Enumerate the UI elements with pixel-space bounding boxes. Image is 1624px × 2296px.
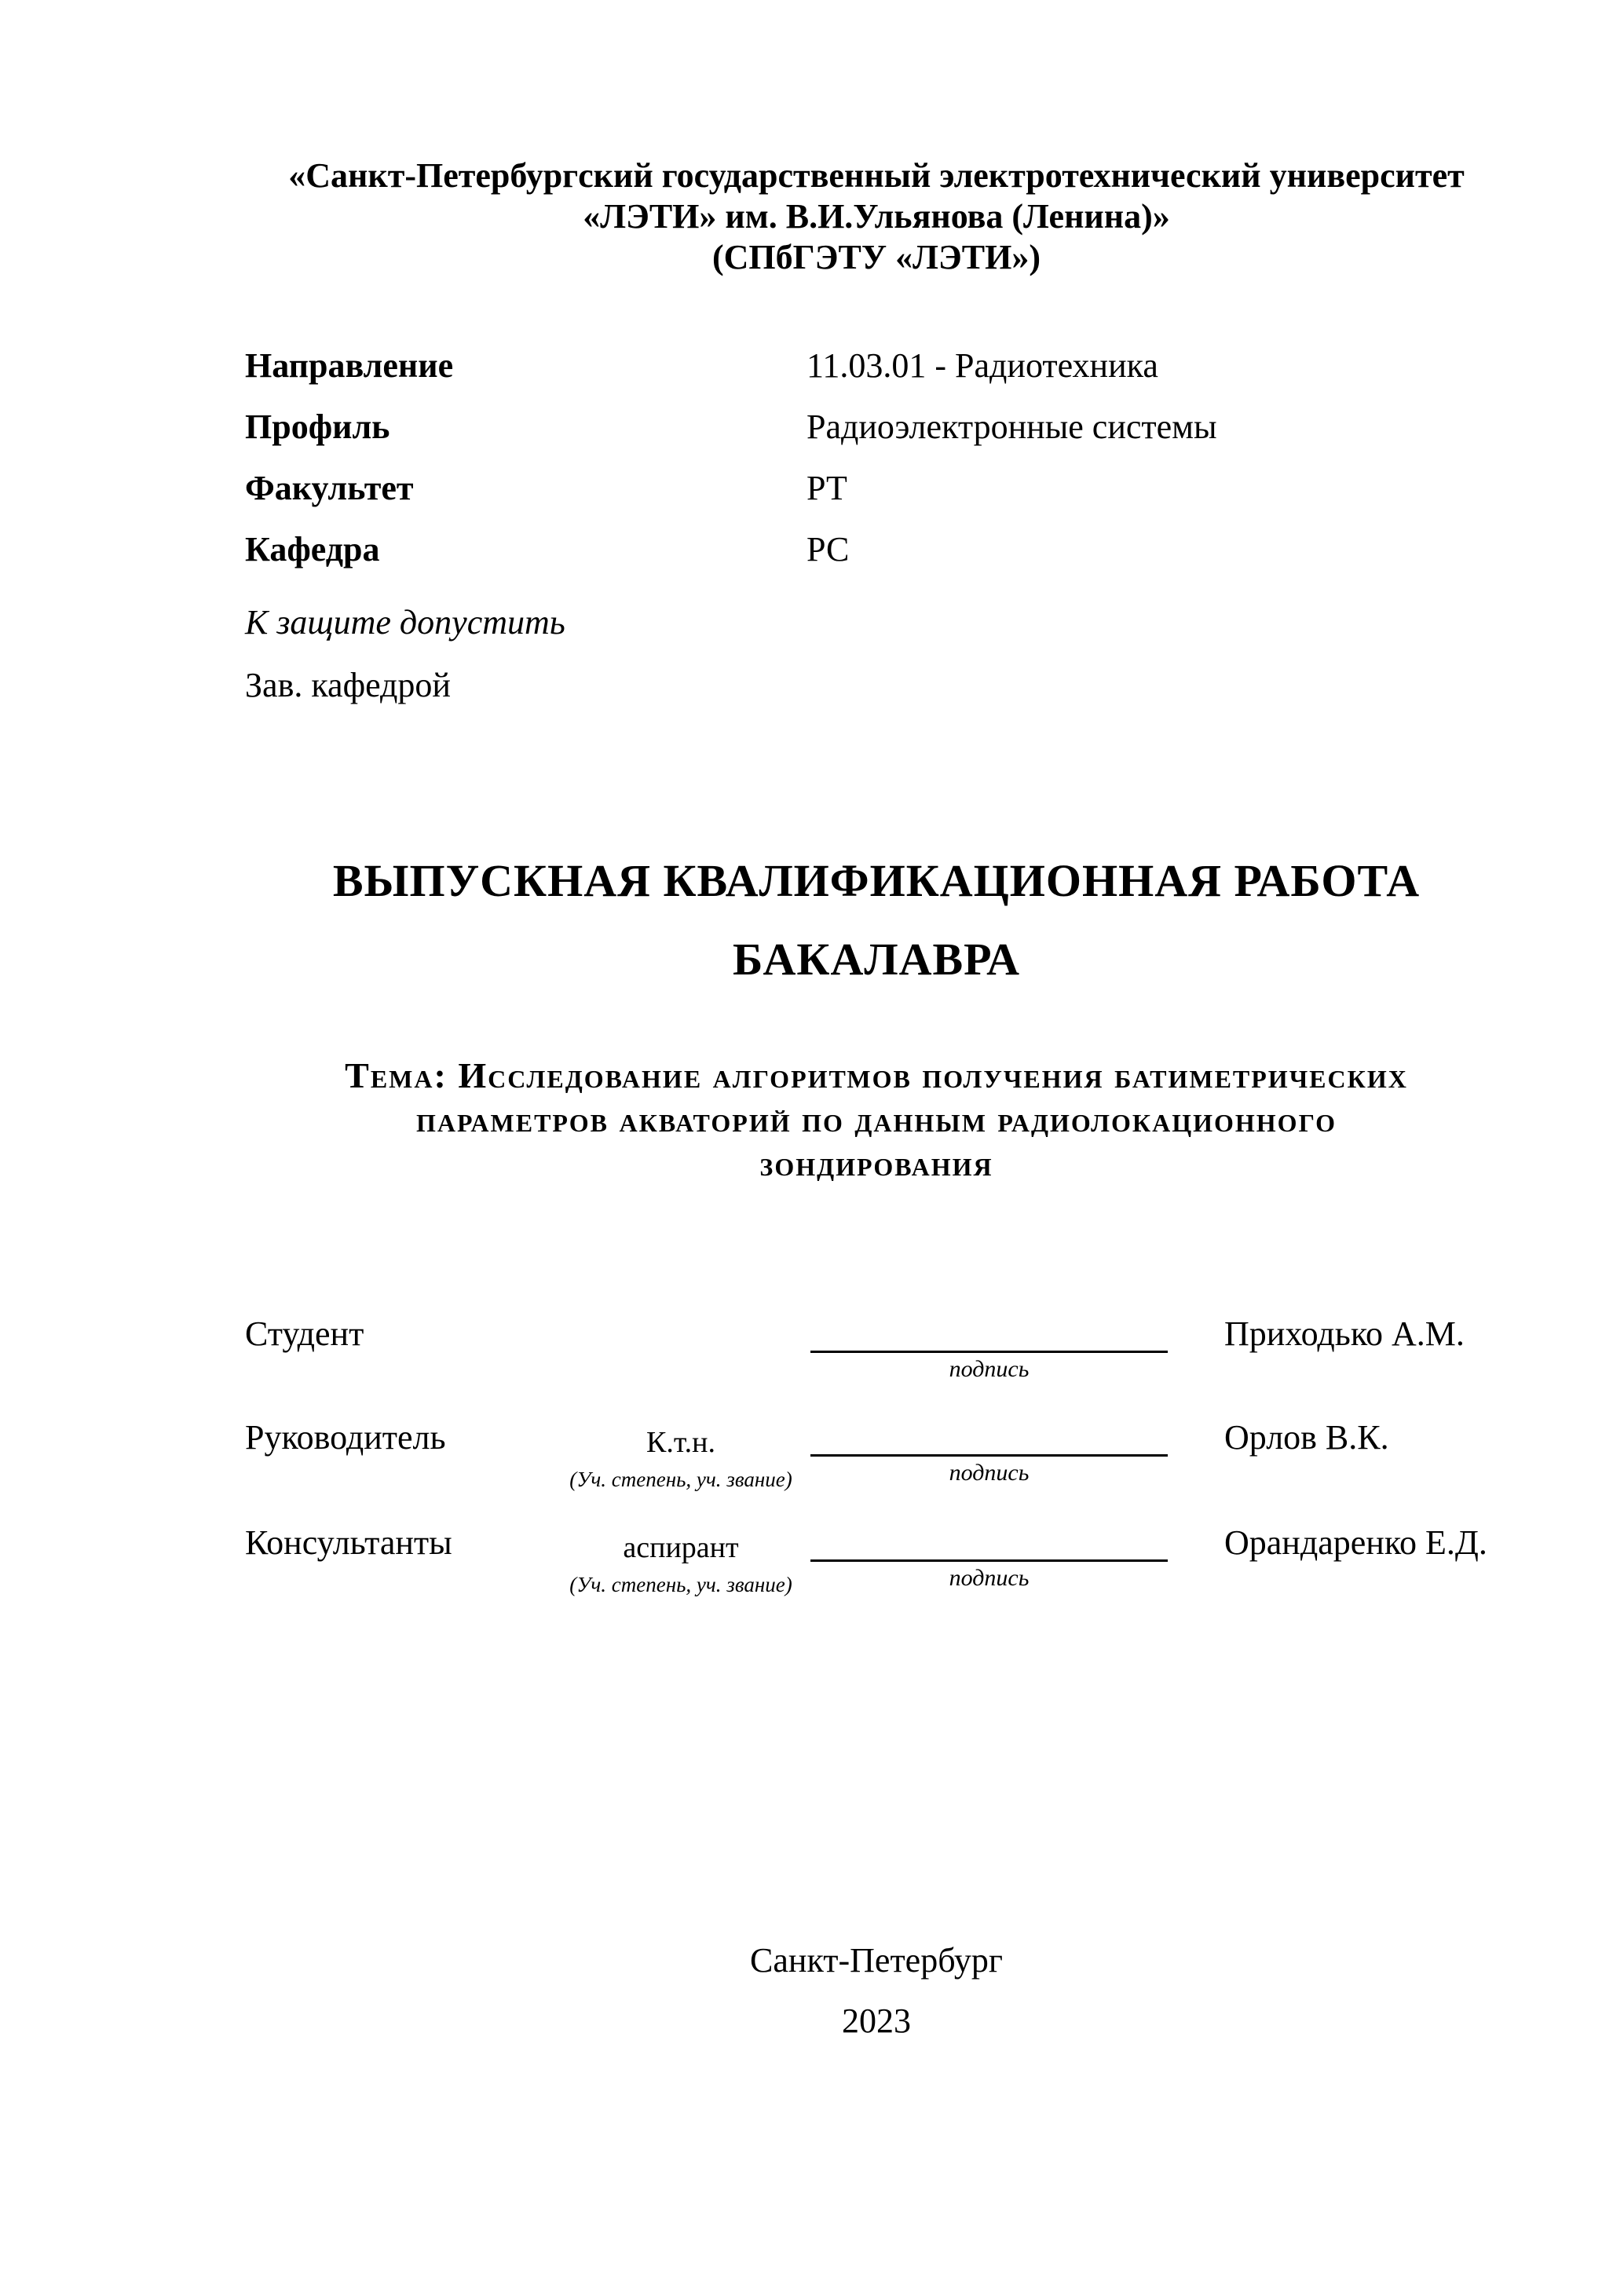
footer-year: 2023 bbox=[842, 2002, 911, 2040]
field-value-direction: 11.03.01 - Радиотехника bbox=[807, 346, 1158, 385]
program-fields bbox=[245, 347, 1508, 569]
degree-caption-supervisor: (Уч. степень, уч. звание) bbox=[569, 1468, 792, 1491]
thesis-title bbox=[245, 842, 1508, 999]
role-label-student: Студент bbox=[245, 1314, 364, 1353]
degree-stack-student bbox=[551, 1315, 810, 1386]
field-row-department bbox=[245, 531, 1508, 569]
role-label-consultants: Консультанты bbox=[245, 1523, 452, 1562]
role-label-supervisor: Руководитель bbox=[245, 1418, 446, 1457]
signature-row-student bbox=[245, 1315, 1508, 1386]
signature-caption-student: подпись bbox=[949, 1356, 1030, 1382]
person-name-supervisor: Орлов В.К. bbox=[1224, 1418, 1389, 1457]
thesis-theme-line-1: Тема: Исследование алгоритмов получения батиметрических bbox=[345, 1055, 1408, 1095]
field-row-direction bbox=[245, 347, 1508, 385]
thesis-theme-line-2: параметров акваторий по данным радиолокационного bbox=[415, 1099, 1337, 1139]
signature-line-consultants bbox=[810, 1524, 1168, 1562]
degree-label-supervisor: К.т.н. bbox=[646, 1426, 715, 1459]
field-value-profile: Радиоэлектронные системы bbox=[807, 408, 1217, 446]
field-label-direction: Направление bbox=[245, 346, 454, 385]
thesis-title-line-1: ВЫПУСКНАЯ КВАЛИФИКАЦИОННАЯ РАБОТА bbox=[332, 855, 1421, 906]
signature-area-consultants bbox=[810, 1524, 1168, 1596]
footer-city: Санкт-Петербург bbox=[750, 1941, 1003, 1980]
degree-stack-consultants bbox=[551, 1524, 810, 1596]
field-label-department: Кафедра bbox=[245, 530, 380, 569]
signature-line-supervisor bbox=[810, 1419, 1168, 1457]
field-row-faculty bbox=[245, 470, 1508, 507]
signature-row-consultants bbox=[245, 1524, 1508, 1596]
field-label-profile: Профиль bbox=[245, 408, 390, 446]
degree-label-student bbox=[551, 1315, 810, 1356]
thesis-title-line-2: БАКАЛАВРА bbox=[732, 934, 1021, 985]
person-name-consultants: Орандаренко Е.Д. bbox=[1224, 1523, 1487, 1562]
signature-caption-consultants: подпись bbox=[949, 1565, 1030, 1591]
university-name-line-1: «Санкт-Петербургский государственный электротехнический университет bbox=[288, 156, 1465, 195]
thesis-theme-line-3: зондирования bbox=[759, 1143, 993, 1183]
degree-label-consultants: аспирант bbox=[623, 1531, 739, 1564]
signature-area-supervisor bbox=[810, 1419, 1168, 1491]
field-value-faculty: РТ bbox=[807, 469, 847, 507]
field-label-faculty: Факультет bbox=[245, 469, 414, 507]
signature-line-student bbox=[810, 1315, 1168, 1353]
university-abbreviation: (СПбГЭТУ «ЛЭТИ») bbox=[712, 238, 1041, 276]
signature-caption-supervisor: подпись bbox=[949, 1460, 1030, 1486]
admission-note: К защите допустить bbox=[245, 603, 565, 642]
university-name-line-2: «ЛЭТИ» им. В.И.Ульянова (Ленина)» bbox=[583, 197, 1170, 236]
person-name-student: Приходько А.М. bbox=[1224, 1314, 1465, 1353]
footer-block bbox=[245, 1930, 1508, 2051]
signature-area-student bbox=[810, 1315, 1168, 1386]
field-row-profile bbox=[245, 408, 1508, 446]
signature-row-supervisor bbox=[245, 1419, 1508, 1491]
thesis-theme bbox=[245, 1054, 1508, 1186]
degree-stack-supervisor bbox=[551, 1419, 810, 1491]
admission-block bbox=[245, 604, 1508, 704]
signature-block bbox=[245, 1315, 1508, 1596]
field-value-department: РС bbox=[807, 530, 850, 569]
degree-caption-consultants: (Уч. степень, уч. звание) bbox=[569, 1573, 792, 1596]
university-header bbox=[245, 155, 1508, 278]
admission-head-of-department: Зав. кафедрой bbox=[245, 666, 451, 704]
